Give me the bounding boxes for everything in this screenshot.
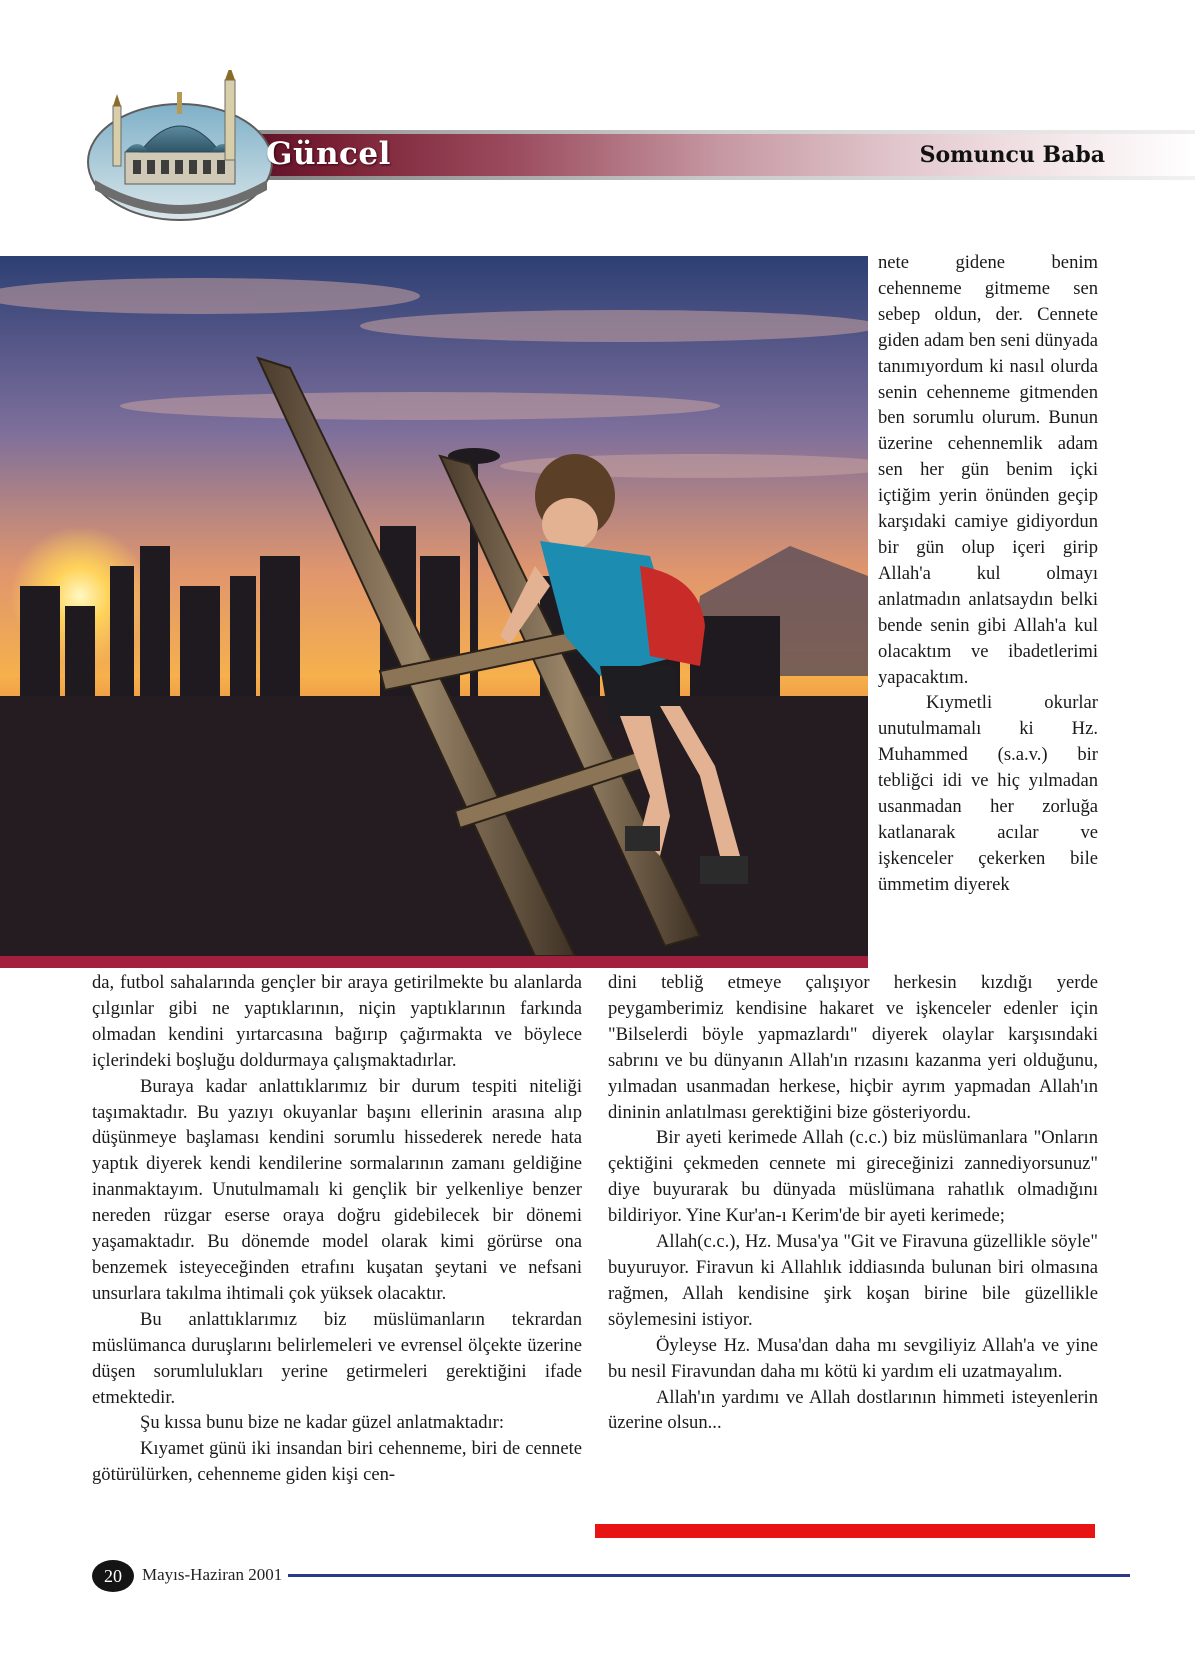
paragraph: Kıyamet günü iki insandan biri cehenneme, biri de cennete götürülürken, cehenneme giden kişi cen- [92, 1438, 582, 1486]
article-end-bar [595, 1524, 1095, 1538]
paragraph: da, futbol sahalarında gençler bir araya getirilmekte bu alanlarda çılgınlar gibi ne yaptıklarının, niçin yaptıklarının farkında olmadan kendini yırtarcasına bağırıp çağırmakta ve böylece içlerindeki boşluğu doldurmaya çalışmaktadırlar. [92, 972, 582, 1071]
article-column-left [92, 970, 582, 1488]
section-title: Güncel [266, 136, 391, 172]
paragraph: Öyleyse Hz. Musa'dan daha mı sevgiliyiz Allah'a ve yine bu nesil Firavundan daha mı kötü ki yardım eli uzatmayalım. [608, 1334, 1098, 1382]
page-header [0, 60, 1200, 230]
paragraph: dini tebliğ etmeye çalışıyor herkesin kızdığı yerde peygamberimiz kendisine hakaret ve işkenceler edenler için "Bilselerdi böyle yapmazlardı" diyerek olaylar karşısındaki sabrını ve bu dünyanın Allah'ın rızasını kazanma yeri olduğunu, yılmadan usanmadan herkese, hiçbir ayrım yapmadan Allah'ın dininin anlatılması gerektiğini bize gösteriyordu. [608, 972, 1098, 1123]
paragraph: Bu anlattıklarımız biz müslümanların tekrardan müslümanca duruşlarını belirlemeleri ve evrensel ölçekte üzerine düşen sorumlulukları yerine getirmeleri gerektiğini ifade etmektedir. [92, 1308, 582, 1408]
article-photo [0, 256, 868, 956]
paragraph: Kıymetli okurlar unutulmamalı ki Hz. Muhammed (s.a.v.) bir tebliğci idi ve hiç yılmadan usanmadan her zorluğa katlanarak acılar ve işkenceler çekerken bile ümmetim diyerek [878, 692, 1098, 895]
article-column-right-top [878, 250, 1098, 898]
magazine-name: Somuncu Baba [919, 142, 1105, 168]
paragraph: Allah'ın yardımı ve Allah dostlarının himmeti isteyenlerin üzerine olsun... [608, 1386, 1098, 1434]
paragraph: Bir ayeti kerimede Allah (c.c.) biz müslümanlara "Onların çektiğini çekmeden cennete mi gireceğinizi zannediyorsunuz" diye buyurarak bu dünyada müslümana rahatlık olmadığını bildiriyor. Yine Kur'an-ı Kerim'de bir ayeti kerimede; [608, 1127, 1098, 1227]
header-bottom-stripe [240, 176, 1195, 180]
article-column-right-bottom [608, 970, 1098, 1436]
photo-underline [0, 956, 868, 968]
paragraph: Buraya kadar anlattıklarımız bir durum tespiti niteliği taşımaktadır. Bu yazıyı okuyanlar başını ellerinin arasına alıp düşünmeye başlaması kendini sorumlu hissederek nerede hata yaptık diyerek kendi kendilerine sormalarının zamanı geldiğine inanmaktayım. Unutulmamalı ki gençlik bir yelkenliye benzer nereden rüzgar eserse oraya doğru gidebilecek bir dönemi yaşamaktadır. Bu dönemde model olarak kimi görürse ona benzemek isteyeceğinden etrafını kuşatan şeytani ve nefsani unsurlara takılma ihtimali çok yüksek olacaktır. [92, 1075, 582, 1304]
footer-rule [288, 1574, 1130, 1577]
paragraph: nete gidene benim cehenneme gitmeme sen sebep oldun, der. Cennete giden adam ben seni dünyada tanımıyordum ki nasıl olurda senin cehenneme gitmenden ben sorumlu olurum. Bunun üzerine cehennemlik adam sen her gün benim içki içtiğim yerin önünden geçip karşıdaki camiye gidiyordun bir gün olup içeri girip Allah'a kul olmayı anlatmadın anlatsaydın belki bende senin gibi Allah'a kul olacaktım ve ibadetlerimi yapacaktım. [878, 252, 1098, 688]
mosque-logo-icon [85, 70, 275, 225]
issue-date: Mayıs-Haziran 2001 [142, 1565, 283, 1584]
paragraph: Allah(c.c.), Hz. Musa'ya "Git ve Firavuna güzellikle söyle" buyuruyor. Firavun ki Allahlık iddiasında bulunan biri olmasına rağmen, Allah kendisine şirk koşan birine bile güzellikle söylemesini istiyor. [608, 1231, 1098, 1330]
page-number: 20 [92, 1560, 134, 1592]
paragraph: Şu kıssa bunu bize ne kadar güzel anlatmaktadır: [140, 1412, 505, 1434]
